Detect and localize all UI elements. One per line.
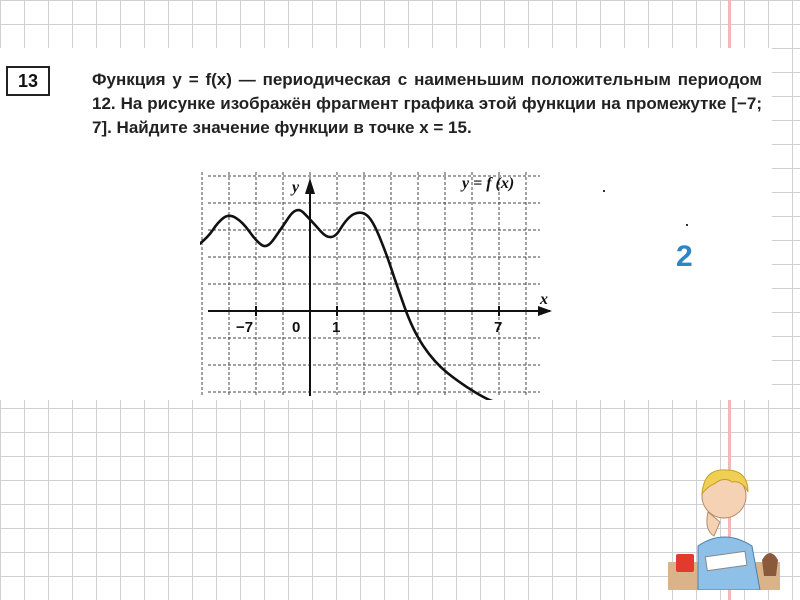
answer-value: 2 [676, 240, 693, 273]
task-number-box: 13 [6, 66, 50, 96]
task-statement: Функция y = f(x) — периодическая с наименьшим положительным периодом 12. На рисунке изображён фрагмент графика этой функции на промежутке [−7; 7]. Найдите значение функции в точке x = 15. [92, 70, 762, 137]
tick-label-zero: 0 [292, 319, 301, 336]
graph-grid [202, 172, 540, 396]
tick-label-7: 7 [494, 319, 503, 336]
tick-label-neg7: −7 [236, 319, 254, 336]
function-label: y = f (x) [462, 175, 515, 192]
y-axis-label: y [292, 179, 300, 196]
stray-dot-1 [603, 190, 605, 192]
x-axis-label: x [540, 291, 548, 308]
function-graph [200, 168, 560, 400]
function-curve [200, 210, 499, 400]
tick-label-1: 1 [332, 319, 341, 336]
stray-dot-2 [686, 224, 688, 226]
y-axis-arrow [305, 178, 315, 194]
student-illustration [668, 450, 780, 590]
